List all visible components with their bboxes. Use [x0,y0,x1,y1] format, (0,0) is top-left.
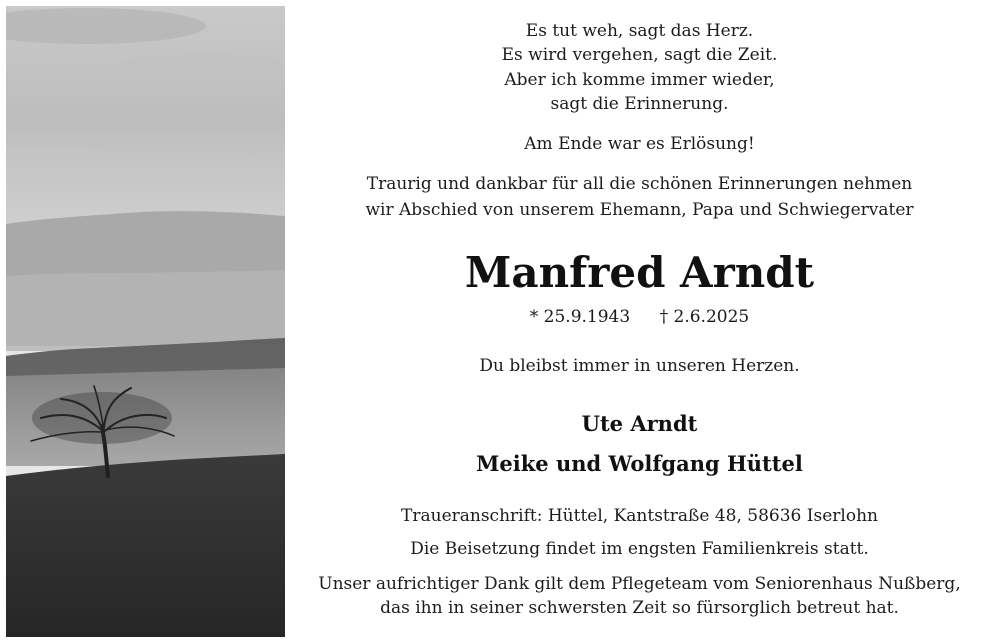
poem-line-2: Es wird vergehen, sagt die Zeit. [501,45,778,65]
relief-line: Am Ende war es Erlösung! [524,134,755,154]
thanks-line-1: Unser aufrichtiger Dank gilt dem Pflegeteam vom Seniorenhaus Nußberg, [318,574,961,594]
intro-line-2: wir Abschied von unserem Ehemann, Papa und Schwiegervater [365,200,914,220]
deceased-name: Manfred Arndt [464,248,815,297]
poem-line-4: sagt die Erinnerung. [550,94,729,114]
obituary-text-panel [285,0,994,643]
birth-date: * 25.9.1943 [529,307,631,327]
thanks-line-2: das ihn in seiner schwersten Zeit so fürsorglich betreut hat. [380,598,899,618]
farewell-line: Du bleibst immer in unseren Herzen. [479,356,800,376]
mourner-2: Meike und Wolfgang Hüttel [476,451,803,476]
poem-line-3: Aber ich komme immer wieder, [504,70,775,90]
poem-line-1: Es tut weh, sagt das Herz. [525,21,754,41]
burial-line: Die Beisetzung findet im engsten Familienkreis statt. [410,539,869,559]
landscape-tree-image [6,6,285,637]
address-line: Traueranschrift: Hüttel, Kantstraße 48, 58636 Iserlohn [401,506,878,526]
intro-line-1: Traurig und dankbar für all die schönen Erinnerungen nehmen [366,174,913,194]
death-date: † 2.6.2025 [659,307,750,327]
life-dates [285,306,994,328]
mourner-1: Ute Arndt [581,411,698,436]
